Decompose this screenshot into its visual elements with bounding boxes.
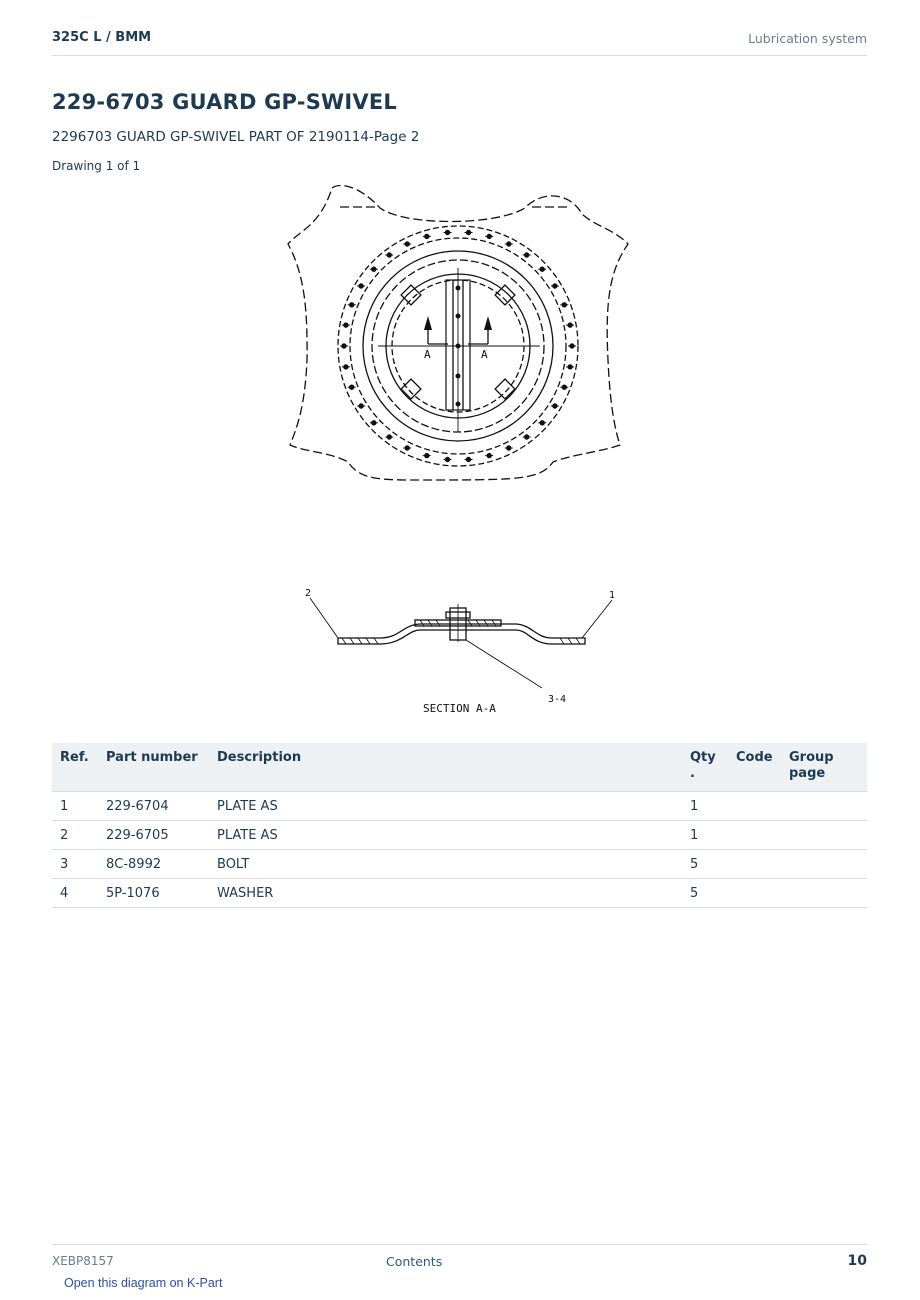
page-number: 10 (847, 1253, 867, 1269)
cell-group-page (781, 792, 867, 821)
table-row (52, 821, 867, 850)
drawing-count: Drawing 1 of 1 (52, 159, 141, 173)
page-footer (52, 1244, 867, 1274)
col-code (728, 743, 781, 792)
cell-ref: 4 (52, 879, 98, 908)
cell-ref: 3 (52, 850, 98, 879)
col-qty (682, 743, 728, 792)
section-plate-outline (338, 624, 585, 644)
cell-qty: 1 (682, 792, 728, 821)
cell-part-number: 8C-8992 (98, 850, 209, 879)
cell-qty: 1 (682, 821, 728, 850)
cell-description: BOLT (209, 850, 682, 879)
cell-code (728, 792, 781, 821)
parts-table (52, 743, 867, 908)
col-group-page (781, 743, 867, 792)
section-label-a-right: A (481, 348, 488, 361)
section-label-a-left: A (424, 348, 431, 361)
cell-qty: 5 (682, 879, 728, 908)
cell-qty: 5 (682, 850, 728, 879)
table-row (52, 850, 867, 879)
cell-part-number: 5P-1076 (98, 879, 209, 908)
cell-description: WASHER (209, 879, 682, 908)
cell-code (728, 879, 781, 908)
document-id: XEBP8157 (52, 1254, 114, 1268)
cell-group-page (781, 850, 867, 879)
parts-diagram (270, 180, 650, 725)
callout-1: 1 (609, 590, 616, 601)
cell-part-number: 229-6705 (98, 821, 209, 850)
col-qty-label: Qty . (690, 750, 716, 781)
page-header (52, 28, 867, 56)
cell-group-page (781, 821, 867, 850)
col-part-number-label: Part number (106, 750, 198, 765)
col-ref-label: Ref. (60, 750, 89, 765)
table-row (52, 879, 867, 908)
cell-group-page (781, 879, 867, 908)
col-description-label: Description (217, 750, 302, 765)
cell-part-number: 229-6704 (98, 792, 209, 821)
cell-description: PLATE AS (209, 821, 682, 850)
col-part-number (98, 743, 209, 792)
col-ref (52, 743, 98, 792)
model-label: 325C L / BMM (52, 30, 152, 45)
section-label: Lubrication system (748, 31, 867, 46)
col-code-label: Code (736, 750, 773, 765)
table-row (52, 792, 867, 821)
page-subtitle: 2296703 GUARD GP-SWIVEL PART OF 2190114-Page 2 (52, 129, 420, 145)
page-title: 229-6703 GUARD GP-SWIVEL (52, 90, 397, 114)
contents-link[interactable]: Contents (386, 1254, 443, 1269)
cell-ref: 1 (52, 792, 98, 821)
parts-diagram-svg (270, 180, 650, 725)
cell-code (728, 821, 781, 850)
callout-3-4: 3-4 (548, 694, 567, 705)
col-group-page-label: Group page (789, 750, 834, 781)
open-in-kpart-link[interactable]: Open this diagram on K-Part (64, 1276, 223, 1290)
cell-ref: 2 (52, 821, 98, 850)
cell-code (728, 850, 781, 879)
section-caption: SECTION A-A (423, 702, 496, 715)
cell-description: PLATE AS (209, 792, 682, 821)
callout-2: 2 (305, 588, 312, 599)
table-header-row (52, 743, 867, 792)
col-description (209, 743, 682, 792)
